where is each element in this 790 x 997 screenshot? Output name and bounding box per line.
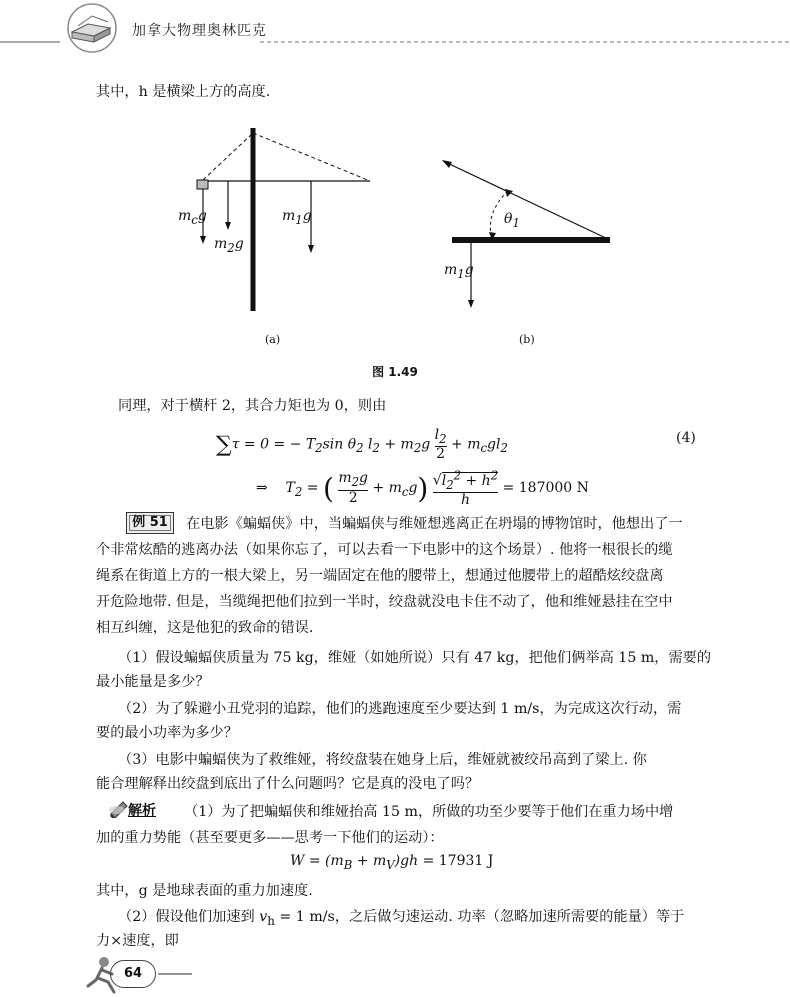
question-3-line-1: （3）电影中蝙蝠侠为了救维娅，将绞盘装在她身上后，维娅就被绞吊高到了梁上. 你: [118, 752, 647, 768]
book-logo-icon: [58, 2, 134, 54]
example-line-1: 在电影《蝙蝠侠》中，当蝙蝠侠与维娅想逃离正在坍塌的博物馆时，他想出了一: [186, 516, 683, 532]
question-1-line-1: （1）假设蝙蝠侠质量为 75 kg，维娅（如她所说）只有 47 kg，把他们俩举高 15 m，需要的: [118, 650, 712, 666]
example-line-3: 绳系在街道上方的一根大梁上，另一端固定在他的腰带上，想通过他腰带上的超酷炫绞盘离: [96, 568, 664, 584]
label-m2g-a: $m_2g$: [214, 236, 244, 255]
solution-line-5: 力×速度，即: [96, 933, 179, 949]
figure-caption: 图 1.49: [372, 365, 418, 379]
equation-4: ∑τ = 0 = − $T_2\sin$ $\theta_2$ $l_2 + m_2g$ $\frac{l_2}{2}$ + $m_cgl_2$: [216, 427, 508, 462]
figure-b-sublabel: (b): [519, 333, 535, 346]
solution-equation: $W = (m_B + m_V)gh = 17931$ J: [290, 853, 494, 872]
pencil-icon: [108, 798, 130, 818]
question-2-line-2: 要的最小功率为多少？: [96, 725, 238, 741]
intro-line: 其中，h 是横梁上方的高度.: [96, 84, 271, 100]
example-line-4: 开危险地带. 但是，当缆绳把他们拉到一半时，绞盘就没电卡住不动了，他和维娅悬挂在空中: [96, 594, 673, 610]
equation-t2: ⇒ $T_2$ = ( $\frac{m_2g}{2}$ + $m_cg$) $\frac{√l_2^2 + h^2}{h}$ = 187000 N: [256, 468, 589, 509]
example-label-box: 例 51: [126, 512, 174, 534]
solution-label: 解析: [128, 803, 156, 819]
label-mcg-a: $m_cg$: [178, 208, 207, 227]
equation-4-number: (4): [676, 430, 696, 446]
para-tongli: 同理，对于横杆 2，其合力矩也为 0，则由: [118, 398, 387, 414]
label-theta-b: $\theta_1$: [504, 211, 520, 230]
question-1-line-2: 最小能量是多少？: [96, 674, 210, 690]
example-line-2: 个非常炫酷的逃离办法（如果你忘了，可以去看一下电影中的这个场景）. 他将一根很长的缆: [96, 542, 673, 558]
solution-line-2: 加的重力势能（甚至要更多——思考一下他们的运动）：: [96, 830, 444, 846]
solution-line-3: 其中，g 是地球表面的重力加速度.: [96, 883, 313, 899]
solution-line-4: （2）假设他们加速到 $v_h = 1$ m/s，之后做匀速运动. 功率（忽略加速所需要的能量）等于: [118, 909, 685, 928]
figure-a-sublabel: (a): [265, 333, 281, 346]
question-2-line-1: （2）为了躲避小丑党羽的追踪，他们的逃跑速度至少要达到 1 m/s，为完成这次行动，需: [118, 701, 682, 717]
example-line-5: 相互纠缠，这是他犯的致命的错误.: [96, 620, 314, 636]
label-m1g-b: $m_1g$: [444, 262, 474, 281]
label-m1g-a: $m_1g$: [282, 208, 312, 227]
solution-line-1: （1）为了把蝙蝠侠和维娅抬高 15 m，所做的功至少要等于他们在重力场中增: [184, 804, 674, 820]
figure-b-diagram: [442, 160, 610, 308]
page-number: 64: [110, 960, 156, 988]
question-3-line-2: 能合理解释出绞盘到底出了什么问题吗？它是真的没电了吗？: [96, 776, 480, 792]
running-header-title: 加拿大物理奥林匹克: [132, 23, 267, 39]
